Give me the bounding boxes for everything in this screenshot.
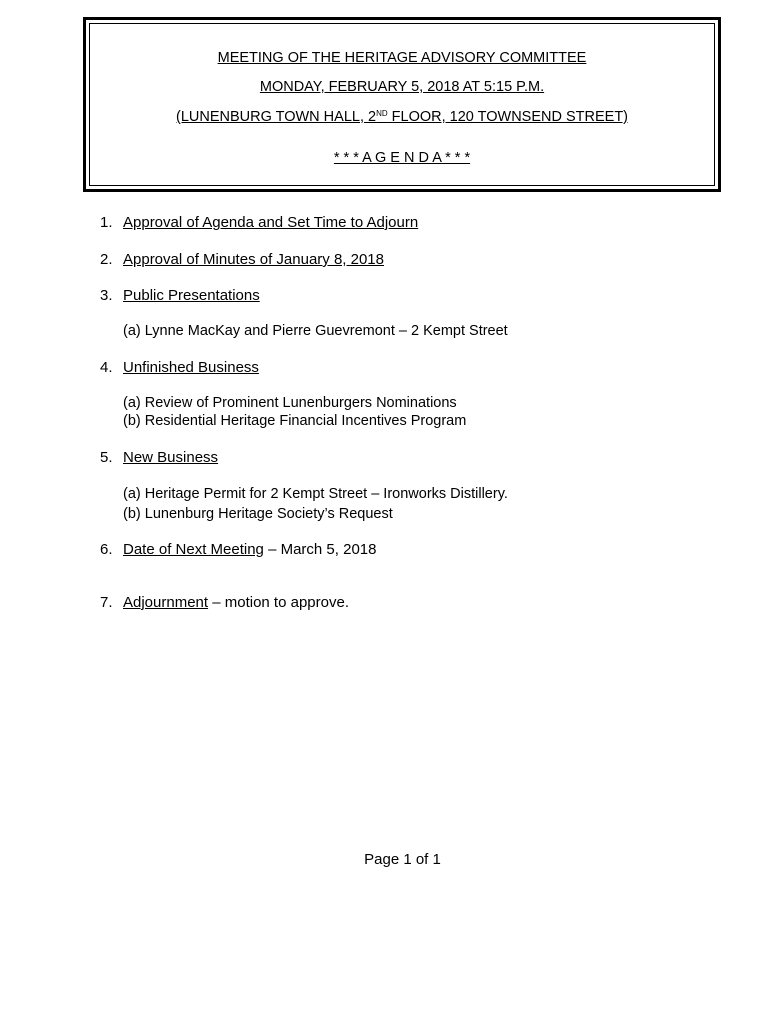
agenda-item-7: 7. Adjournment – motion to approve. (100, 594, 349, 611)
page-number: Page 1 of 1 (364, 851, 441, 868)
meeting-location: (LUNENBURG TOWN HALL, 2ND FLOOR, 120 TOWNSEND STREET) (175, 109, 629, 125)
agenda-subitem-4a: (a) Review of Prominent Lunenburgers Nominations (123, 395, 457, 411)
agenda-item-5: 5. New Business (100, 449, 219, 466)
agenda-subitem-3a: (a) Lynne MacKay and Pierre Guevremont – 2 Kempt Street (123, 323, 508, 339)
agenda-subitem-5b: (b) Lunenburg Heritage Society’s Request (123, 506, 393, 522)
agenda-item-6: 6. Date of Next Meeting – March 5, 2018 (100, 541, 377, 558)
agenda-item-4: 4. Unfinished Business (100, 359, 259, 376)
agenda-subitem-5a: (a) Heritage Permit for 2 Kempt Street – Ironworks Distillery. (123, 486, 508, 502)
agenda-item-3: 3. Public Presentations (100, 287, 260, 304)
agenda-heading: * * * A G E N D A * * * (333, 150, 471, 166)
header-box (83, 17, 721, 192)
agenda-item-2: 2. Approval of Minutes of January 8, 2018 (100, 251, 384, 268)
agenda-subitem-4b: (b) Residential Heritage Financial Incentives Program (123, 413, 467, 429)
meeting-title: MEETING OF THE HERITAGE ADVISORY COMMITTEE (217, 50, 587, 66)
meeting-date: MONDAY, FEBRUARY 5, 2018 AT 5:15 P.M. (259, 79, 545, 95)
agenda-item-1: 1. Approval of Agenda and Set Time to Adjourn (100, 214, 419, 231)
